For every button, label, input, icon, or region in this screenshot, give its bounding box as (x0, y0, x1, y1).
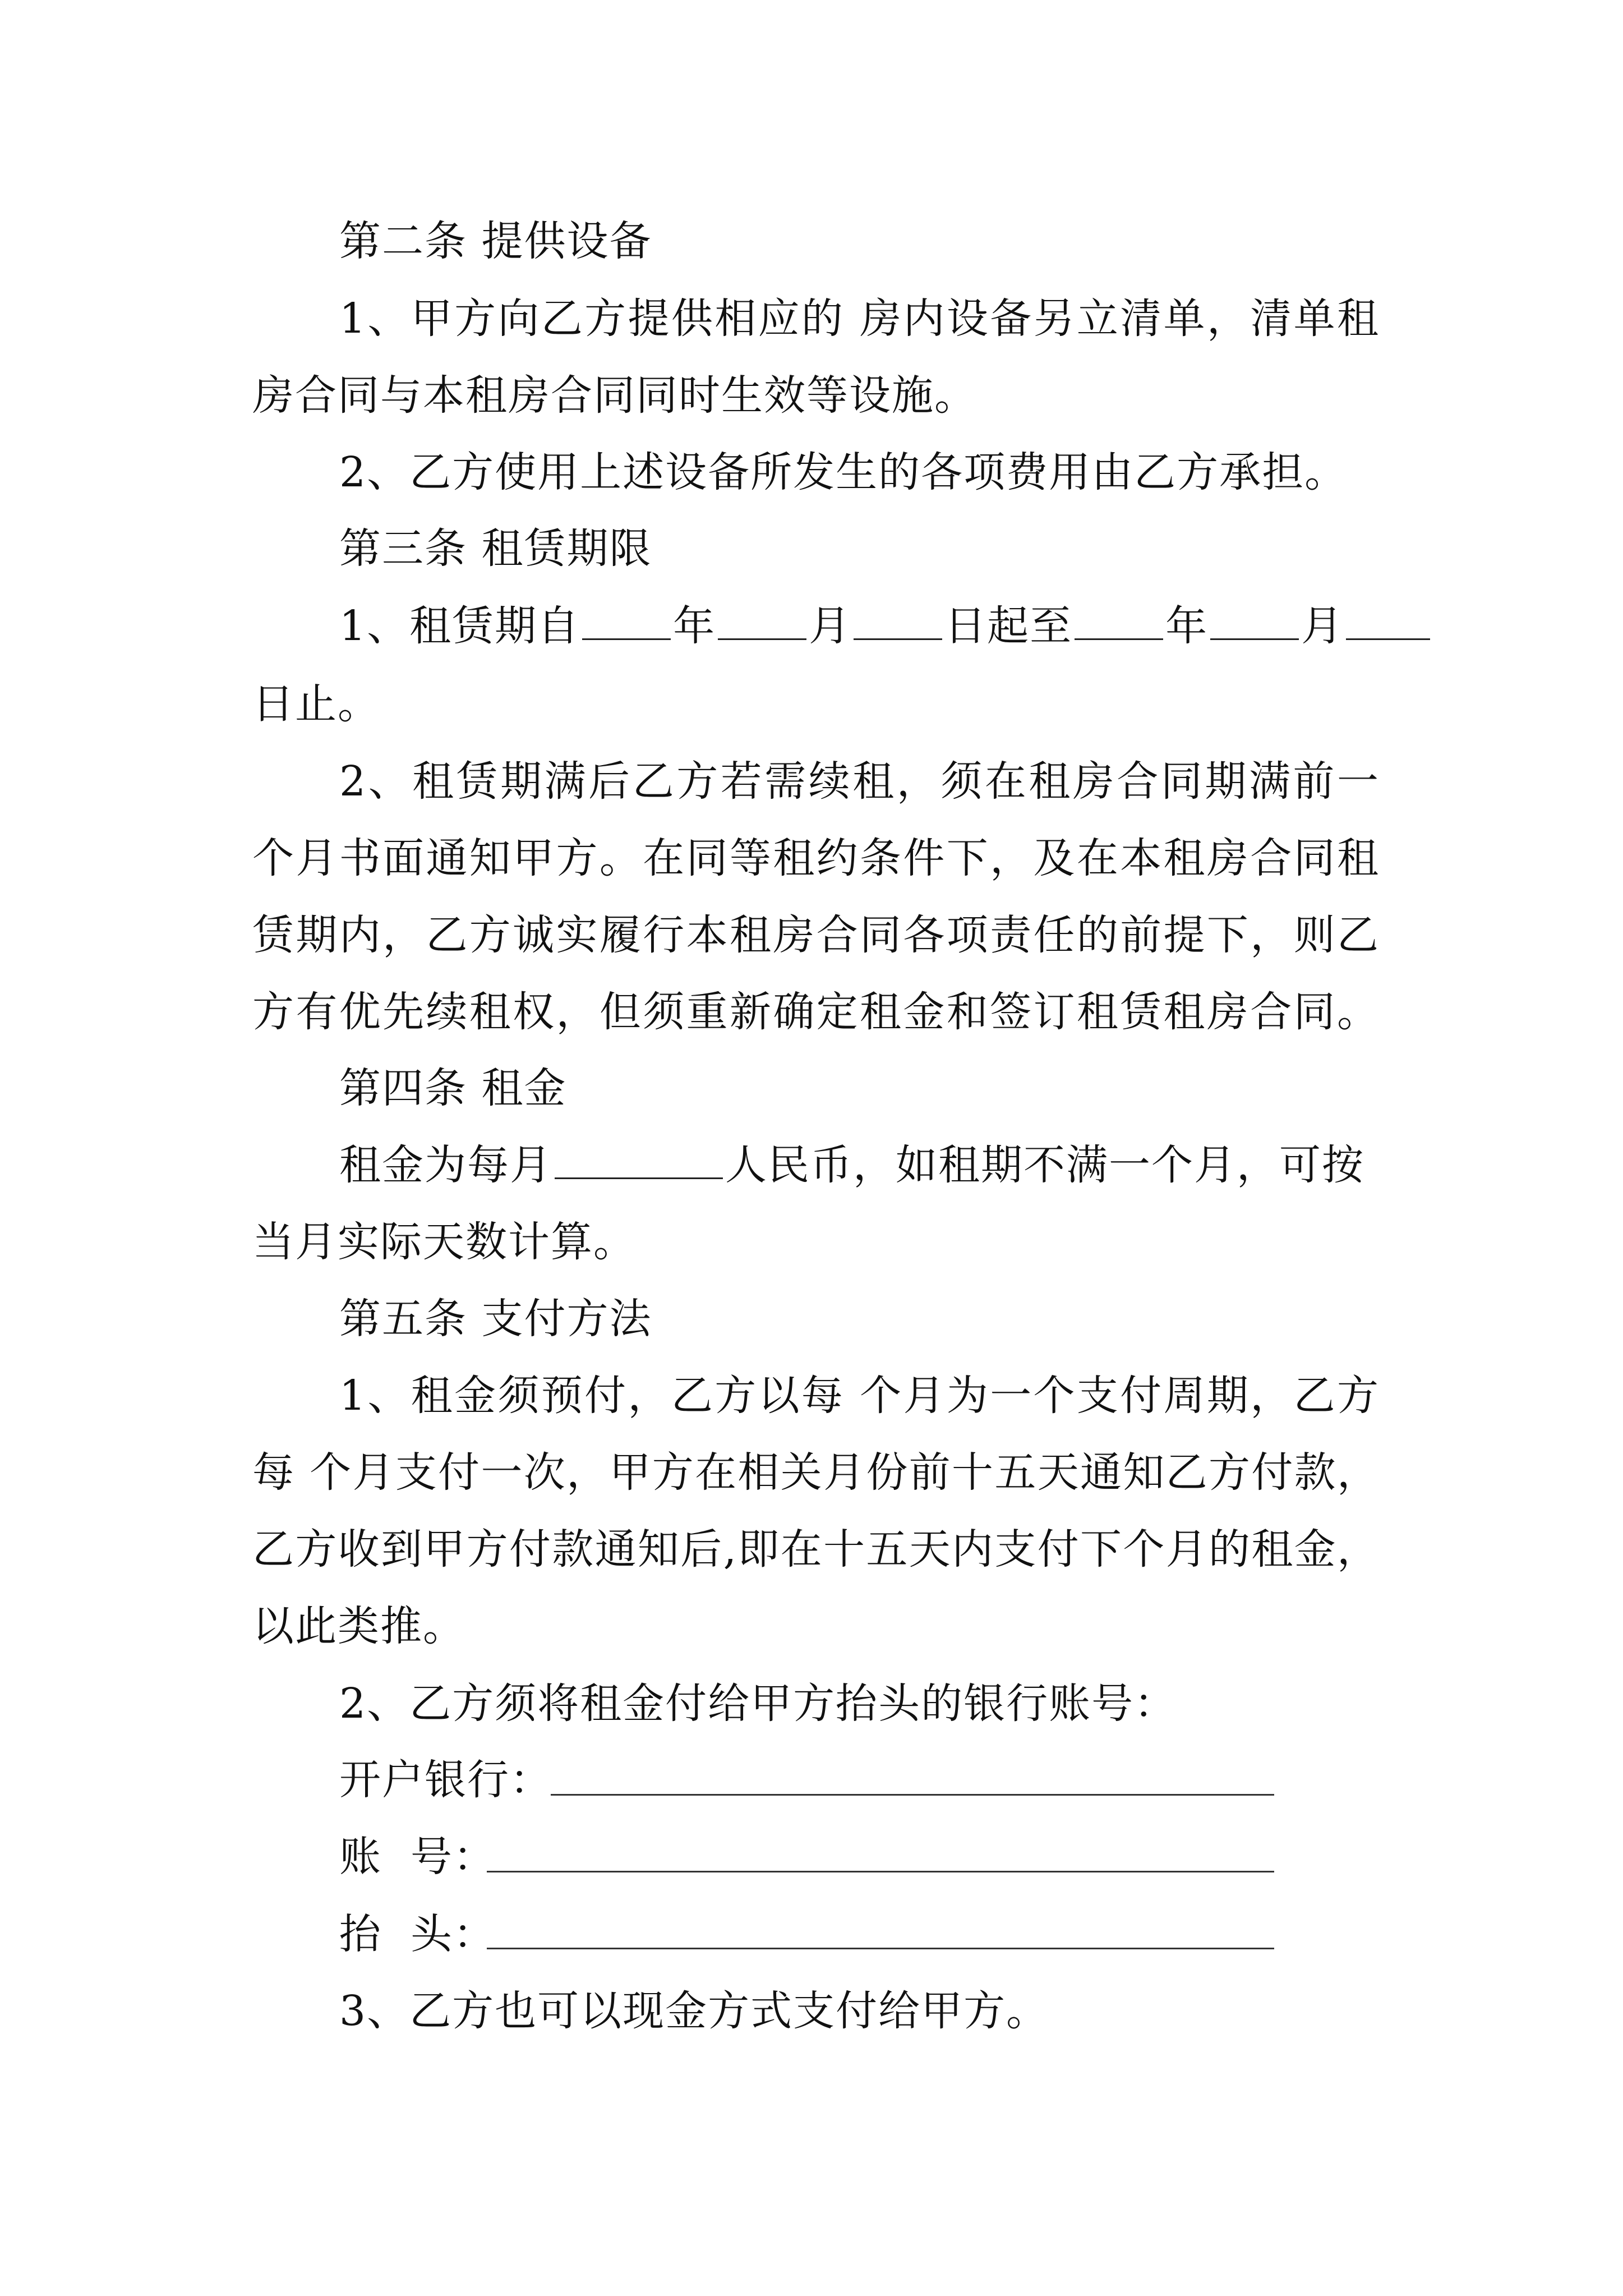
start-month-blank (718, 604, 806, 640)
account-number-label: 账 号： (339, 1833, 496, 1881)
payee-label: 抬 头： (339, 1910, 496, 1958)
article-4-paragraph-line-2: 当月实际天数计算。 (252, 1218, 636, 1266)
end-month-blank (1210, 604, 1299, 640)
start-year-blank (582, 604, 671, 640)
rent-amount-label: 租金为每月 (339, 1141, 552, 1189)
article-2-paragraph-1-line-2: 房合同与本租房合同同时生效等设施。 (252, 371, 977, 420)
article-5-paragraph-3: 3、乙方也可以现金方式支付给甲方。 (339, 1987, 1049, 2035)
article-3-paragraph-1-line-2: 日止。 (252, 680, 380, 728)
end-month-unit: 月 (1301, 602, 1344, 650)
account-number-underline (487, 1871, 1274, 1872)
article-2-paragraph-1-line-1: 1、甲方向乙方提供相应的 房内设备另立清单，清单租 (339, 295, 1380, 343)
article-4-paragraph-line-1 (339, 1137, 1364, 1193)
article-2-paragraph-2: 2、乙方使用上述设备所发生的各项费用由乙方承担。 (339, 448, 1348, 496)
end-day-blank (1346, 604, 1430, 640)
start-year-unit: 年 (673, 602, 716, 650)
lease-start-label: 1、租赁期自 (339, 602, 580, 650)
article-5-paragraph-1-line-1: 1、租金须预付，乙方以每 个月为一个支付周期，乙方 (339, 1372, 1380, 1420)
end-year-blank (1075, 604, 1163, 640)
article-3-heading: 第三条 租赁期限 (339, 524, 652, 573)
article-3-paragraph-2-line-4: 方有优先续租权，但须重新确定租金和签订租赁租房合同。 (252, 988, 1380, 1036)
article-2-heading: 第二条 提供设备 (339, 217, 652, 265)
start-day-blank (854, 604, 942, 640)
article-4-heading: 第四条 租金 (339, 1064, 567, 1112)
rent-amount-blank (555, 1143, 723, 1179)
bank-name-underline (551, 1794, 1274, 1796)
article-3-paragraph-2-line-3: 赁期内，乙方诚实履行本租房合同各项责任的前提下，则乙 (252, 911, 1380, 959)
article-5-paragraph-2: 2、乙方须将租金付给甲方抬头的银行账号： (339, 1680, 1177, 1728)
article-5-heading: 第五条 支付方法 (339, 1295, 652, 1343)
article-5-paragraph-1-line-4: 以此类推。 (252, 1602, 465, 1650)
bank-name-label: 开户银行： (339, 1756, 552, 1804)
start-month-unit: 月 (809, 602, 852, 650)
article-3-paragraph-2-line-2: 个月书面通知甲方。在同等租约条件下，及在本租房合同租 (252, 834, 1380, 882)
article-5-paragraph-1-line-3: 乙方收到甲方付款通知后,即在十五天内支付下个月的租金， (252, 1525, 1380, 1573)
day-from-label: 日起至 (944, 602, 1073, 650)
end-year-unit: 年 (1165, 602, 1209, 650)
article-3-paragraph-2-line-1: 2、租赁期满后乙方若需续租，须在租房合同期满前一 (339, 757, 1380, 806)
rent-amount-suffix: 人民币，如租期不满一个月，可按 (725, 1141, 1364, 1189)
payee-underline (487, 1948, 1274, 1949)
article-5-paragraph-1-line-2: 每 个月支付一次，甲方在相关月份前十五天通知乙方付款， (252, 1448, 1380, 1497)
article-3-paragraph-1-line-1 (339, 598, 1432, 654)
